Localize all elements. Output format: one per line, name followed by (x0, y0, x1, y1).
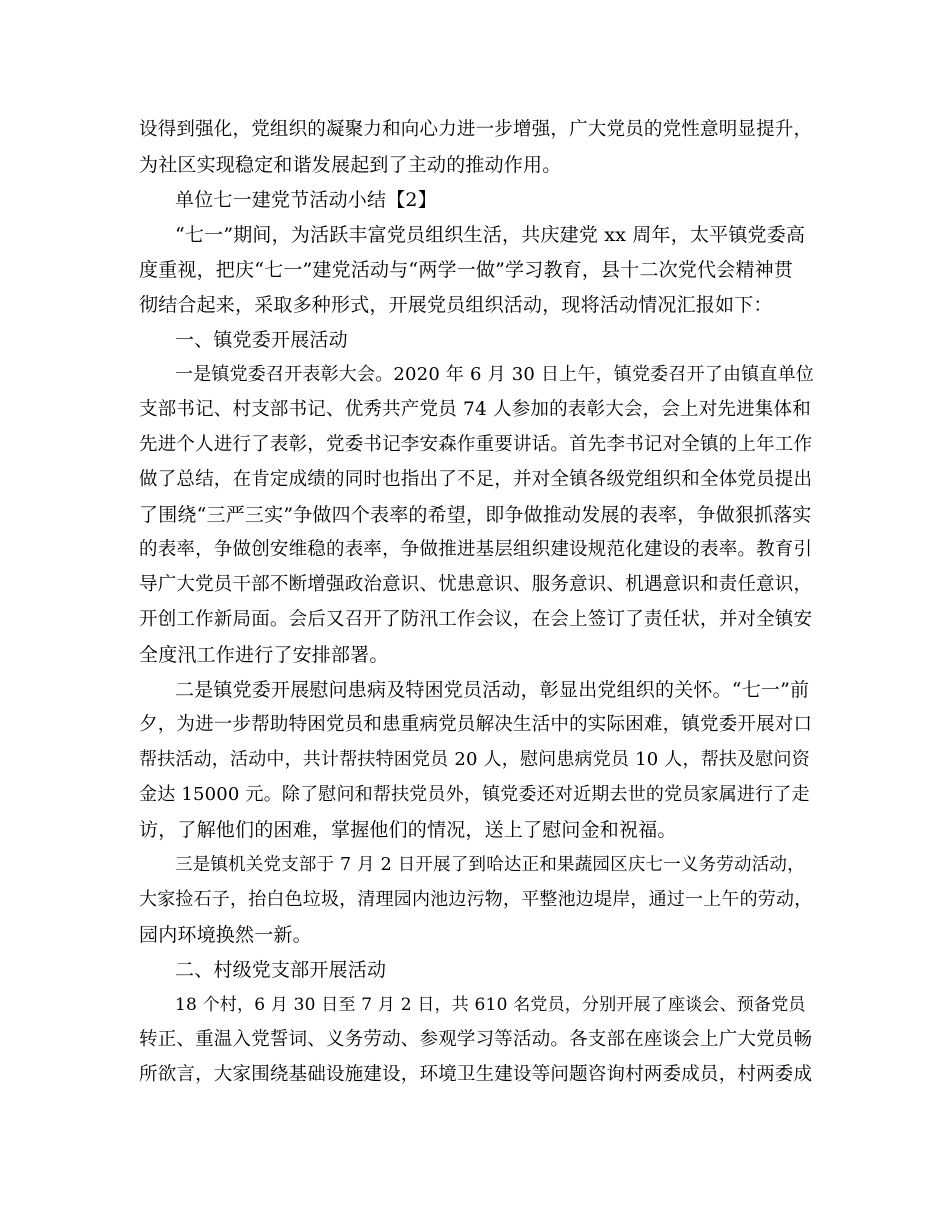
text-line: 了围绕“三严三实”争做四个表率的希望，即争做推动发展的表率，争做狠抓落实 (139, 504, 812, 526)
text-line: “七一”期间，为活跃丰富党员组织生活，共庆建党 xx 周年，太平镇党委高 (175, 224, 806, 246)
text-line: 彻结合起来，采取多种形式，开展党员组织活动，现将活动情况汇报如下： (139, 294, 773, 316)
text-line: 访，了解他们的困难，掌握他们的情况，送上了慰问金和祝福。 (139, 819, 677, 841)
text-line: 金达 15000 元。除了慰问和帮扶党员外，镇党委还对近期去世的党员家属进行了走 (139, 784, 810, 805)
section-heading: 一、镇党委开展活动 (175, 329, 348, 351)
section-heading: 二、村级党支部开展活动 (175, 959, 387, 981)
text-line: 的表率，争做创安维稳的表率，争做推进基层组织建设规范化建设的表率。教育引 (139, 539, 813, 560)
text-line: 转正、重温入党誓词、义务劳动、参观学习等活动。各支部在座谈会上广大党员畅 (139, 1029, 813, 1050)
text-line: 园内环境换然一新。 (139, 924, 312, 946)
text-line: 所欲言，大家围绕基础设施建设，环境卫生建设等问题咨询村两委成员，村两委成 (139, 1064, 813, 1085)
text-line: 三是镇机关党支部于 7 月 2 日开展了到哈达正和果蔬园区庆七一义务劳动活动， (175, 855, 805, 875)
text-line: 支部书记、村支部书记、优秀共产党员 74 人参加的表彰大会，会上对先进集体和 (139, 399, 811, 420)
section-heading: 单位七一建党节活动小结【2】 (175, 189, 437, 211)
text-line: 导广大党员干部不断增强政治意识、忧患意识、服务意识、机遇意识和责任意识， (139, 574, 813, 595)
text-line: 一是镇党委召开表彰大会。2020 年 6 月 30 日上午，镇党委召开了由镇直单位 (175, 364, 814, 385)
text-line: 开创工作新局面。会后又召开了防汛工作会议，在会上签订了责任状，并对全镇安 (139, 609, 813, 630)
text-line: 二是镇党委开展慰问患病及特困党员活动，彰显出党组织的关怀。“七一”前 (175, 679, 810, 701)
text-line: 先进个人进行了表彰，党委书记李安森作重要讲话。首先李书记对全镇的上年工作 (139, 434, 813, 455)
text-line: 全度汛工作进行了安排部署。 (139, 644, 389, 666)
text-line: 度重视，把庆“七一”建党活动与“两学一做”学习教育，县十二次党代会精神贯 (139, 259, 794, 281)
text-line: 帮扶活动，活动中，共计帮扶特困党员 20 人，慰问患病党员 10 人，帮扶及慰问资 (139, 749, 810, 770)
text-line: 做了总结，在肯定成绩的同时也指出了不足，并对全镇各级党组织和全体党员提出 (139, 469, 813, 490)
text-line: 为社区实现稳定和谐发展起到了主动的推动作用。 (139, 154, 562, 176)
text-line: 大家捡石子，抬白色垃圾，清理园内池边污物，平整池边堤岸，通过一上午的劳动， (139, 889, 813, 910)
text-line: 18 个村，6 月 30 日至 7 月 2 日，共 610 名党员，分别开展了座谈会、预备党员 (175, 995, 806, 1015)
text-line: 设得到强化，党组织的凝聚力和向心力进一步增强，广大党员的党性意明显提升， (139, 119, 813, 140)
text-line: 夕，为进一步帮助特困党员和患重病党员解决生活中的实际困难，镇党委开展对口 (139, 714, 813, 735)
